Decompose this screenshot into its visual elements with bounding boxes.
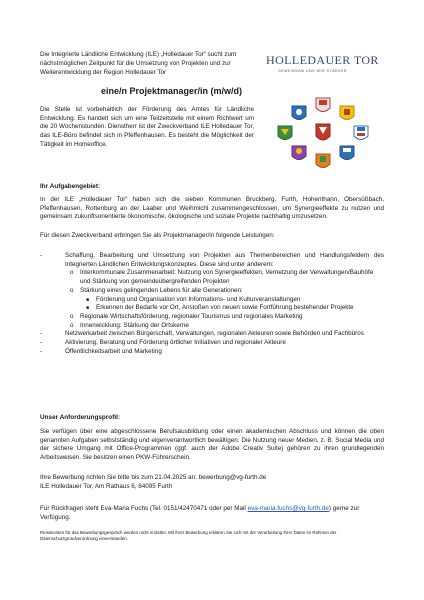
crest-icon xyxy=(292,146,306,160)
list-item: - Netzwerkarbeit zwischen Bürgerschaft, Verwaltungen, regionalen Akteuren sowie Behörden und Fachbüros xyxy=(40,330,364,338)
intro-text: Die Integrierte Ländliche Entwicklung (ILE) „Holledauer Tor“ sucht zum nächstmöglichen Zeitpunkt für die Umsetzung von Projekten und zur Weiterentwicklung der Region Holledauer Tor xyxy=(40,51,237,76)
contact-suffix: ) gerne zur Verfügung. xyxy=(40,505,360,521)
privacy-note: Reisekosten für das Bewerbungsgespräch werden nicht erstattet. Mit Ihrer Bewerbung erklären Sie sich mit der Verarbeitung Ihrer Daten im Rahmen der Datenschutzgrundverordnung einverstanden. xyxy=(40,530,337,542)
list-item: o Regionale Wirtschaftsförderung, regionaler Tourismus und regionales Marketing xyxy=(70,312,303,320)
list-item: - Aktivierung, Beratung und Förderung örtlicher Initiativen und regionaler Akteure xyxy=(40,339,286,347)
application-deadline: Ihre Bewerbung richten Sie bitte bis zum 21.04.2025 an: bewerbung@vg-furth.de xyxy=(40,474,267,481)
services-intro: Für diesen Zweckverband erbringen Sie als Projektmanager/in folgende Leistungen: xyxy=(40,232,275,239)
list-item: - Öffentlichkeitsarbeit und Marketing xyxy=(40,347,162,355)
list-item: o Stärkung eines gelingenden Lebens für alle Generationen: xyxy=(70,286,243,294)
list-item: - Schaffung, Bearbeitung und Umsetzung von Projekten aus Themenbereichen und Handlungsfeldern des Integrierten Ländlichen Entwicklungskonzeptes. Diese sind unter anderem: xyxy=(40,252,384,268)
logo-title: HOLLEDAUER TOR xyxy=(266,53,379,67)
crest-icon xyxy=(278,126,292,140)
tasks-heading: Ihr Aufgabengebiet: xyxy=(40,183,101,190)
tasks-intro: In der ILE „Holledauer Tor“ haben sich die sieben Kommunen Bruckberg, Furth, Hohenthann, Obersüßbach, Pfeffenhausen, Rottenburg an der Laaber und Weihmichl zusammengeschlossen, um Synergieeffekte zu nutzen und gemeinsam zukunftsorientierte ökonomische, ökologische und soziale Projekte nachhaltig umzusetzen. xyxy=(40,196,384,221)
requirements-heading: Unser Anforderungsprofil: xyxy=(40,414,121,421)
list-item: o Innenwicklung: Stärkung der Ortskerne xyxy=(70,321,189,329)
logo-subtitle: GEMEINSAM UNS WIR STÄRKER xyxy=(278,69,348,73)
contact-email-link[interactable]: eva-maria.fuchs@vg-furth.de xyxy=(247,505,329,512)
job-description: Die Stelle ist vorbehaltlich der Förderung des Amtes für Ländliche Entwicklung. Es handelt sich um eine Teilzeitstelle mit einem Richtwert um die 20 Wochenstunden. Dienstherr ist der Zweckverband ILE Holledauer Tor, das ILE-Büro befindet sich in Pfeffenhausen. Es besteht die Möglichkeit der Tätigkeit im Homeoffice. xyxy=(40,106,254,148)
crest-icon xyxy=(354,126,368,140)
requirements-text: Sie verfügen über eine abgeschlossene Berufsausbildung oder einen akademischen Abschluss und können die oben genannten Aufgaben selbstständig und eigenverantwortlich bewältigen. Die Nutzung neuer Medien, z. B. Social Media und der sichere Umgang mit Office-Programmen (ggf. auch der Adobe Creativ Suite) gehören zu ihren grundlegenden Arbeitsweisen. Sie besitzen einen PKW-Führerschein. xyxy=(40,428,384,462)
list-item: ■ Förderung und Organisation von Informations- und Kulturveranstaltungen xyxy=(86,295,301,303)
list-item: o Interkommunale Zusammenarbeit: Nutzung von Synergieeffekten, Vernetzung der Verwaltungen/Bauhöfe und Stärkung von gemeindeübergreifenden Projekten xyxy=(70,269,374,286)
list-item: ■ Erkennen der Bedarfe vor Ort, Anstoßen von neuen sowie Fortführung bestehender Projekte xyxy=(86,304,354,312)
crest-icon xyxy=(292,106,306,120)
crest-icon xyxy=(316,154,330,168)
contact-text: Für Rückfragen steht Eva-Maria Fuchs (Tel. 0151/42470471 oder per Mail xyxy=(40,505,246,512)
job-title: eine/n Projektmanager/in (m/w/d) xyxy=(101,86,243,96)
crest-icon xyxy=(316,98,330,112)
contact-info xyxy=(40,505,384,522)
application-address: ILE Holledauer Tor, Am Rathaus 6, 84095 Furth xyxy=(40,482,173,490)
crest-icon xyxy=(340,106,354,120)
task-list xyxy=(40,252,384,356)
crest-icon xyxy=(340,146,354,160)
application-info xyxy=(40,474,384,491)
crest-icon xyxy=(316,124,330,140)
municipal-crests-wheel xyxy=(264,94,382,174)
